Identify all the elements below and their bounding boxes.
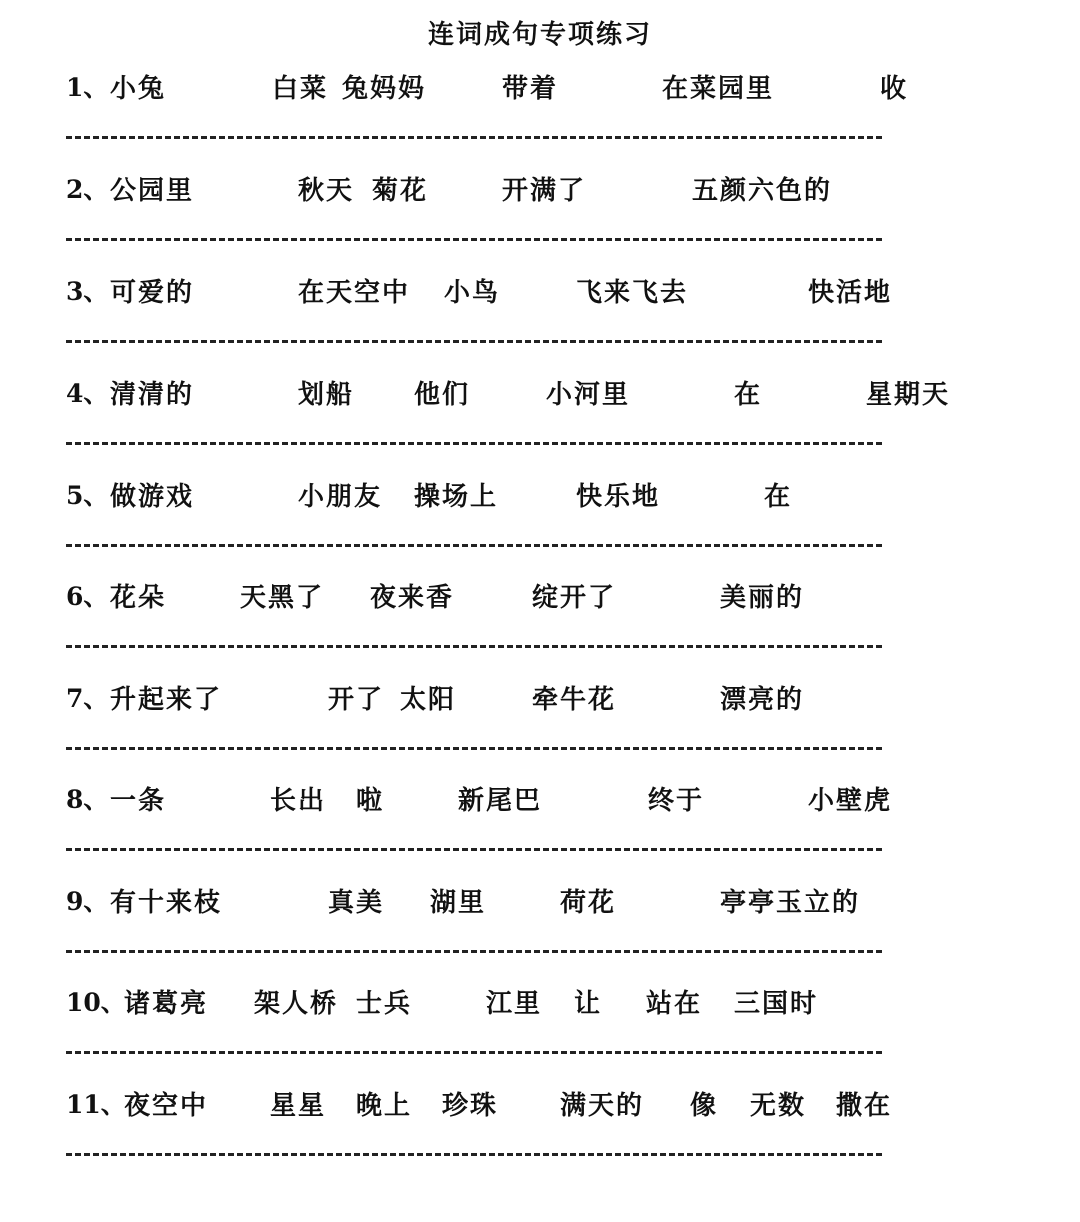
item-number: 9、 (66, 887, 109, 916)
word-tile: 兔妈妈 (342, 74, 427, 104)
exercise-row-1 (0, 68, 1080, 168)
item-number: 4、 (66, 379, 109, 408)
exercise-row-11 (0, 1085, 1080, 1185)
item-number: 6、 (66, 582, 109, 611)
worksheet-title: 连词成句专项练习 (427, 20, 652, 50)
item-number: 7、 (66, 684, 109, 713)
word-tile: 无数 (750, 1091, 807, 1121)
word-tile: 像 (690, 1091, 719, 1121)
word-tile: 真美 (328, 888, 385, 918)
answer-line[interactable] (66, 544, 882, 547)
word-tile: 小朋友 (298, 482, 383, 512)
word-tile: 操场上 (414, 482, 499, 512)
answer-line[interactable] (66, 340, 882, 343)
answer-line[interactable] (66, 1051, 882, 1054)
answer-line[interactable] (66, 1153, 882, 1156)
word-tile: 夜空中 (124, 1091, 209, 1121)
word-tile: 太阳 (400, 685, 457, 715)
answer-line[interactable] (66, 848, 882, 851)
word-tile: 夜来香 (370, 583, 455, 613)
word-tile: 让 (574, 989, 603, 1019)
word-tile: 漂亮的 (720, 685, 805, 715)
item-number: 5、 (66, 481, 109, 510)
exercise-row-6 (0, 577, 1080, 677)
word-tile: 美丽的 (720, 583, 805, 613)
answer-line[interactable] (66, 950, 882, 953)
word-tile: 五颜六色的 (692, 176, 833, 206)
word-tile: 公园里 (110, 176, 195, 206)
word-tile: 快乐地 (576, 482, 661, 512)
word-tile: 牵牛花 (532, 685, 617, 715)
word-tile: 快活地 (808, 278, 893, 308)
word-tile: 他们 (414, 380, 471, 410)
word-tile: 小河里 (546, 380, 631, 410)
word-tile: 啦 (356, 786, 385, 816)
word-tile: 荷花 (560, 888, 617, 918)
item-number: 10、 (66, 988, 126, 1017)
item-number: 11、 (66, 1090, 126, 1119)
item-number: 8、 (66, 785, 109, 814)
word-tile: 菊花 (372, 176, 429, 206)
exercise-row-4 (0, 374, 1080, 474)
word-tile: 架人桥 (254, 989, 339, 1019)
word-tile: 士兵 (356, 989, 413, 1019)
item-number: 3、 (66, 277, 109, 306)
exercise-row-2 (0, 170, 1080, 270)
word-tile: 亭亭玉立的 (720, 888, 861, 918)
word-tile: 清清的 (110, 380, 195, 410)
word-tile: 收 (880, 74, 909, 104)
word-tile: 星期天 (866, 380, 951, 410)
word-tile: 开了 (328, 685, 385, 715)
word-tile: 晚上 (356, 1091, 413, 1121)
answer-line[interactable] (66, 238, 882, 241)
exercise-row-8 (0, 780, 1080, 880)
word-tile: 带着 (502, 74, 559, 104)
word-tile: 撒在 (836, 1091, 893, 1121)
word-tile: 江里 (486, 989, 543, 1019)
word-tile: 花朵 (110, 583, 167, 613)
word-tile: 小兔 (110, 74, 167, 104)
answer-line[interactable] (66, 747, 882, 750)
word-tile: 长出 (270, 786, 327, 816)
answer-line[interactable] (66, 136, 882, 139)
word-tile: 开满了 (502, 176, 587, 206)
word-tile: 小壁虎 (808, 786, 893, 816)
word-tile: 在 (734, 380, 763, 410)
word-tile: 在 (764, 482, 793, 512)
word-tile: 白菜 (272, 74, 329, 104)
word-tile: 终于 (648, 786, 705, 816)
answer-line[interactable] (66, 645, 882, 648)
word-tile: 升起来了 (110, 685, 223, 715)
word-tile: 绽开了 (532, 583, 617, 613)
exercise-row-3 (0, 272, 1080, 372)
item-number: 1、 (66, 73, 109, 102)
word-tile: 小鸟 (444, 278, 501, 308)
word-tile: 站在 (646, 989, 703, 1019)
word-tile: 诸葛亮 (124, 989, 209, 1019)
item-number: 2、 (66, 175, 109, 204)
word-tile: 新尾巴 (458, 786, 543, 816)
word-tile: 满天的 (560, 1091, 645, 1121)
word-tile: 秋天 (298, 176, 355, 206)
word-tile: 在天空中 (298, 278, 411, 308)
exercise-row-9 (0, 882, 1080, 982)
word-tile: 天黑了 (240, 583, 325, 613)
word-tile: 星星 (270, 1091, 327, 1121)
word-tile: 珍珠 (442, 1091, 499, 1121)
word-tile: 在菜园里 (662, 74, 775, 104)
word-tile: 有十来枝 (110, 888, 223, 918)
answer-line[interactable] (66, 442, 882, 445)
word-tile: 三国时 (734, 989, 819, 1019)
word-tile: 湖里 (430, 888, 487, 918)
exercise-row-7 (0, 679, 1080, 779)
word-tile: 可爱的 (110, 278, 195, 308)
word-tile: 飞来飞去 (576, 278, 689, 308)
word-tile: 划船 (298, 380, 355, 410)
word-tile: 做游戏 (110, 482, 195, 512)
word-tile: 一条 (110, 786, 167, 816)
exercise-row-5 (0, 476, 1080, 576)
exercise-row-10 (0, 983, 1080, 1083)
